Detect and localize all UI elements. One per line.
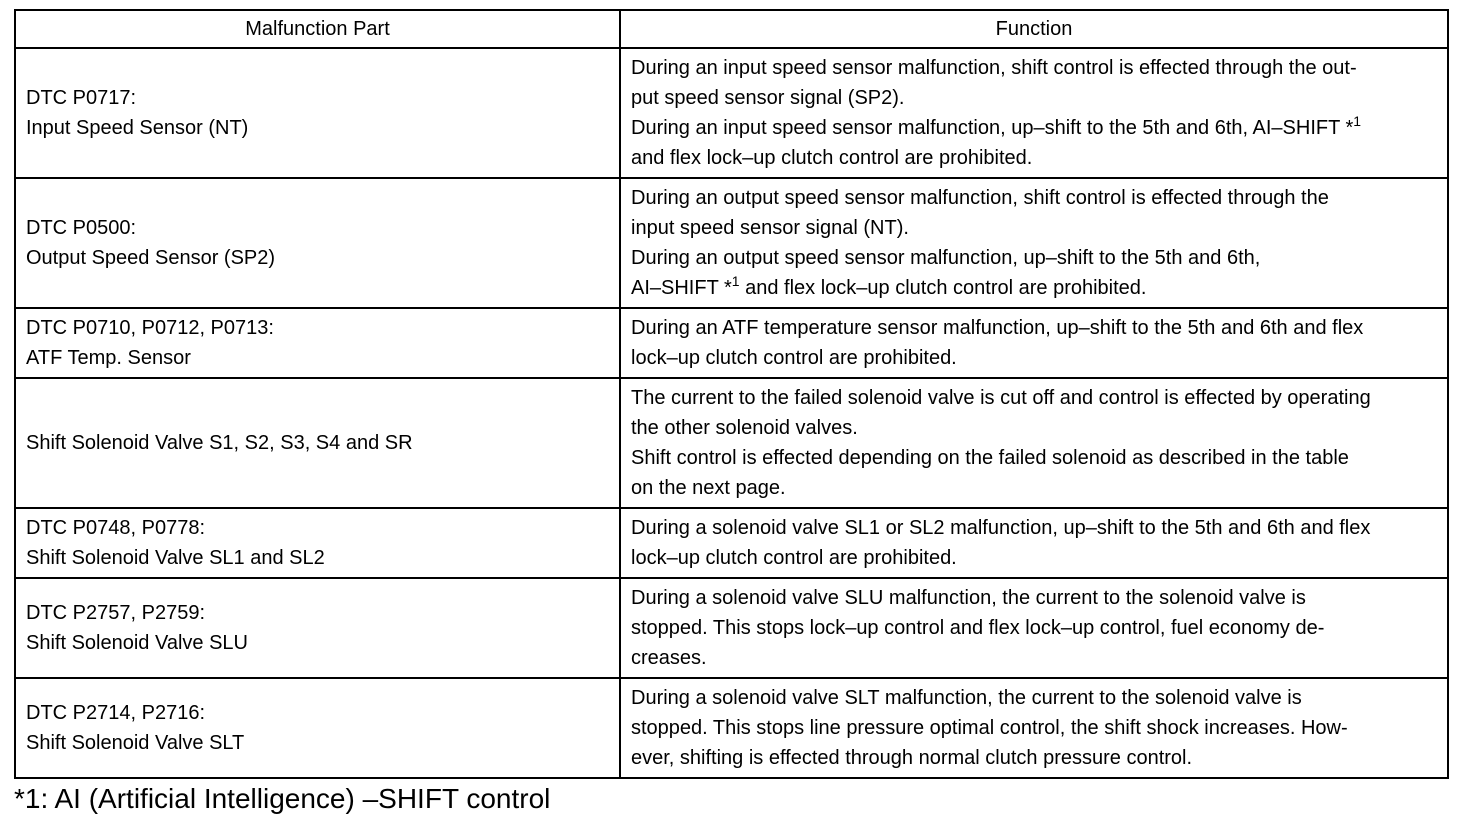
- function-cell: [620, 378, 1448, 508]
- malfunction-table: [14, 9, 1449, 779]
- function-line: During a solenoid valve SLT malfunction, the current to the solenoid valve is: [631, 687, 1302, 709]
- function-line: on the next page.: [631, 477, 786, 499]
- function-line: creases.: [631, 647, 707, 669]
- function-line: During an ATF temperature sensor malfunction, up–shift to the 5th and 6th and flex: [631, 317, 1364, 339]
- part-name: Shift Solenoid Valve SLU: [26, 632, 248, 654]
- dtc-code: DTC P0717:: [26, 87, 137, 109]
- table-row: [15, 578, 1448, 678]
- function-line: input speed sensor signal (NT).: [631, 217, 909, 239]
- footnote-marker: 1: [1353, 113, 1362, 129]
- part-name: Shift Solenoid Valve S1, S2, S3, S4 and SR: [26, 432, 413, 454]
- function-line: the other solenoid valves.: [631, 417, 858, 439]
- table-row: [15, 508, 1448, 578]
- table-row: [15, 178, 1448, 308]
- malfunction-part-cell: [15, 678, 620, 778]
- function-line: ever, shifting is effected through normal clutch pressure control.: [631, 747, 1193, 769]
- table-header-row: [15, 10, 1448, 48]
- dtc-code: DTC P2714, P2716:: [26, 702, 205, 724]
- function-text: During an input speed sensor malfunction, up–shift to the 5th and 6th, AI–SHIFT *: [631, 117, 1354, 139]
- function-line: During a solenoid valve SL1 or SL2 malfunction, up–shift to the 5th and 6th and flex: [631, 517, 1371, 539]
- dtc-code: DTC P0710, P0712, P0713:: [26, 317, 274, 339]
- dtc-code: DTC P0748, P0778:: [26, 517, 205, 539]
- function-line: The current to the failed solenoid valve is cut off and control is effected by operating: [631, 387, 1371, 409]
- function-line: and flex lock–up clutch control are prohibited.: [631, 147, 1033, 169]
- function-line: lock–up clutch control are prohibited.: [631, 347, 957, 369]
- function-cell: [620, 508, 1448, 578]
- function-line: [631, 273, 1437, 303]
- function-cell: [620, 678, 1448, 778]
- function-line: During a solenoid valve SLU malfunction, the current to the solenoid valve is: [631, 587, 1306, 609]
- function-line: During an output speed sensor malfunction, shift control is effected through the: [631, 187, 1329, 209]
- function-text: AI–SHIFT *: [631, 277, 732, 299]
- function-cell: [620, 48, 1448, 178]
- part-name: Shift Solenoid Valve SL1 and SL2: [26, 547, 325, 569]
- function-line: lock–up clutch control are prohibited.: [631, 547, 957, 569]
- table-row: [15, 308, 1448, 378]
- footnote-marker: 1: [731, 273, 740, 289]
- function-line: [631, 113, 1437, 143]
- function-text: and flex lock–up clutch control are prohibited.: [739, 277, 1147, 299]
- function-line: stopped. This stops lock–up control and flex lock–up control, fuel economy de-: [631, 617, 1325, 639]
- dtc-code: DTC P2757, P2759:: [26, 602, 205, 624]
- malfunction-part-cell: [15, 308, 620, 378]
- function-line: During an input speed sensor malfunction, shift control is effected through the out-: [631, 57, 1357, 79]
- header-malfunction-part: Malfunction Part: [15, 10, 620, 48]
- function-line: put speed sensor signal (SP2).: [631, 87, 905, 109]
- malfunction-part-cell: [15, 178, 620, 308]
- malfunction-part-cell: [15, 48, 620, 178]
- part-name: Shift Solenoid Valve SLT: [26, 732, 245, 754]
- function-cell: [620, 578, 1448, 678]
- function-line: During an output speed sensor malfunction, up–shift to the 5th and 6th,: [631, 247, 1261, 269]
- dtc-code: DTC P0500:: [26, 217, 137, 239]
- function-cell: [620, 308, 1448, 378]
- malfunction-part-cell: [15, 508, 620, 578]
- function-cell: [620, 178, 1448, 308]
- malfunction-part-cell: [15, 578, 620, 678]
- function-line: stopped. This stops line pressure optimal control, the shift shock increases. How-: [631, 717, 1348, 739]
- part-name: Output Speed Sensor (SP2): [26, 247, 276, 269]
- footnote: *1: AI (Artificial Intelligence) –SHIFT control: [14, 783, 551, 814]
- malfunction-table-container: [14, 9, 1447, 779]
- malfunction-part-cell: [15, 378, 620, 508]
- part-name: ATF Temp. Sensor: [26, 347, 191, 369]
- table-row: [15, 378, 1448, 508]
- function-line: Shift control is effected depending on the failed solenoid as described in the table: [631, 447, 1349, 469]
- header-function: Function: [620, 10, 1448, 48]
- table-row: [15, 48, 1448, 178]
- part-name: Input Speed Sensor (NT): [26, 117, 249, 139]
- table-row: [15, 678, 1448, 778]
